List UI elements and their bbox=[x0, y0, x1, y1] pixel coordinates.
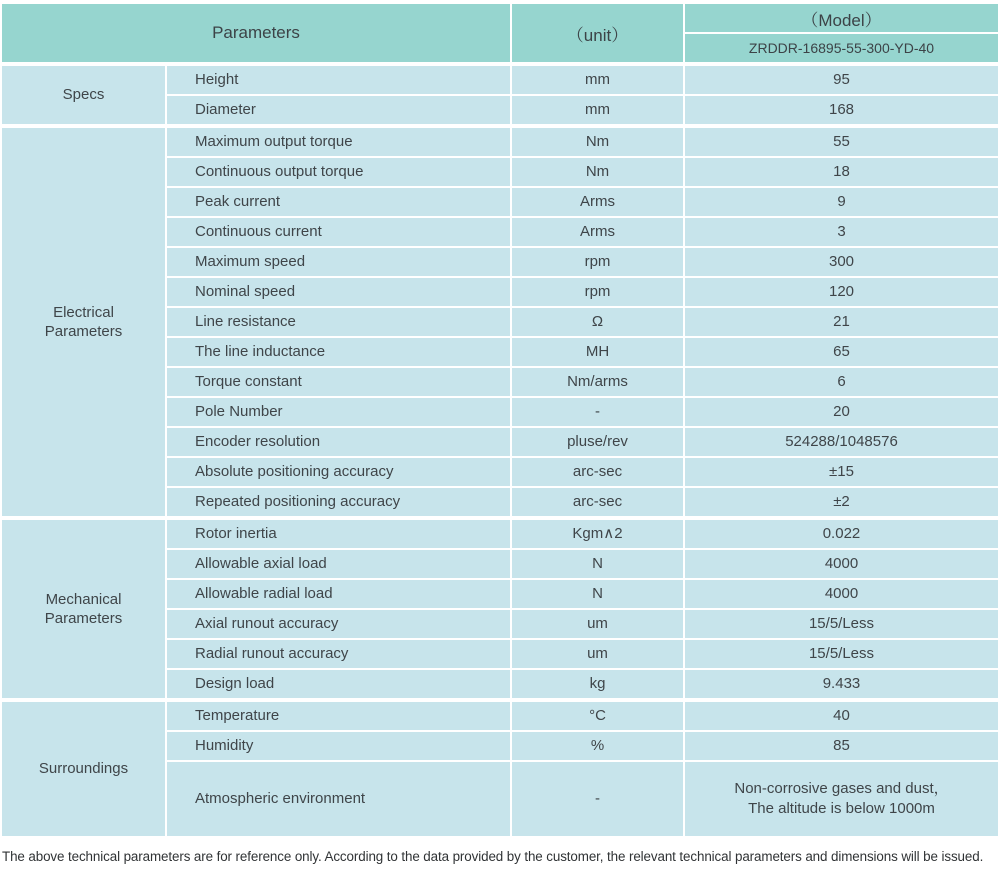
value-cell: 18 bbox=[685, 158, 998, 186]
unit-cell: N bbox=[512, 550, 683, 578]
table-row bbox=[167, 158, 998, 186]
value-cell: 524288/1048576 bbox=[685, 428, 998, 456]
unit-cell: - bbox=[512, 762, 683, 836]
header-model-cell bbox=[685, 4, 998, 32]
param-name-cell: Encoder resolution bbox=[167, 428, 510, 456]
param-name-cell: Continuous current bbox=[167, 218, 510, 246]
value-cell: 168 bbox=[685, 96, 998, 124]
unit-cell: N bbox=[512, 580, 683, 608]
param-name-cell: Allowable radial load bbox=[167, 580, 510, 608]
unit-cell: pluse/rev bbox=[512, 428, 683, 456]
table-row bbox=[167, 610, 998, 638]
header-unit-label: （unit） bbox=[566, 25, 629, 45]
unit-cell: Kgm∧2 bbox=[512, 520, 683, 548]
value-cell: 21 bbox=[685, 308, 998, 336]
table-row bbox=[167, 762, 998, 836]
table-row bbox=[167, 428, 998, 456]
table-row bbox=[167, 458, 998, 486]
param-name-cell: Height bbox=[167, 66, 510, 94]
unit-cell: - bbox=[512, 398, 683, 426]
table-row bbox=[167, 368, 998, 396]
unit-cell: um bbox=[512, 640, 683, 668]
value-cell: 9.433 bbox=[685, 670, 998, 698]
param-name-cell: Nominal speed bbox=[167, 278, 510, 306]
unit-cell: Nm bbox=[512, 128, 683, 156]
header-model-value-cell bbox=[685, 34, 998, 62]
param-name-cell: Line resistance bbox=[167, 308, 510, 336]
value-cell: 40 bbox=[685, 702, 998, 730]
param-name-cell: Allowable axial load bbox=[167, 550, 510, 578]
unit-cell: °C bbox=[512, 702, 683, 730]
section-label: Surroundings bbox=[2, 702, 165, 836]
table-row bbox=[167, 308, 998, 336]
table-row bbox=[167, 248, 998, 276]
param-name-cell: Diameter bbox=[167, 96, 510, 124]
param-name-cell: Absolute positioning accuracy bbox=[167, 458, 510, 486]
param-name-cell: Rotor inertia bbox=[167, 520, 510, 548]
value-cell: ±15 bbox=[685, 458, 998, 486]
footer-note: The above technical parameters are for reference only. According to the data provided by the customer, the relevant technical parameters and dimensions will be issued. bbox=[2, 849, 984, 864]
unit-cell: rpm bbox=[512, 278, 683, 306]
section-specs bbox=[2, 66, 998, 124]
unit-cell: kg bbox=[512, 670, 683, 698]
value-cell: 95 bbox=[685, 66, 998, 94]
param-name-cell: Pole Number bbox=[167, 398, 510, 426]
value-cell bbox=[685, 762, 998, 836]
table-header bbox=[2, 4, 998, 62]
value-cell: 9 bbox=[685, 188, 998, 216]
table-row bbox=[167, 66, 998, 94]
table-row bbox=[167, 188, 998, 216]
table-row bbox=[167, 218, 998, 246]
unit-cell: mm bbox=[512, 96, 683, 124]
value-cell: 4000 bbox=[685, 550, 998, 578]
unit-cell: Nm/arms bbox=[512, 368, 683, 396]
value-cell: 3 bbox=[685, 218, 998, 246]
header-parameters-cell bbox=[2, 4, 510, 62]
section-rows bbox=[167, 66, 998, 124]
table-row bbox=[167, 96, 998, 124]
unit-cell: % bbox=[512, 732, 683, 760]
unit-cell: Arms bbox=[512, 218, 683, 246]
table-row bbox=[167, 398, 998, 426]
param-name-cell: Temperature bbox=[167, 702, 510, 730]
value-cell: 85 bbox=[685, 732, 998, 760]
unit-cell: um bbox=[512, 610, 683, 638]
param-name-cell: Atmospheric environment bbox=[167, 762, 510, 836]
section-surroundings bbox=[2, 702, 998, 836]
section-label: Electrical Parameters bbox=[2, 128, 165, 516]
param-name-cell: Humidity bbox=[167, 732, 510, 760]
table-row bbox=[167, 278, 998, 306]
param-name-cell: Design load bbox=[167, 670, 510, 698]
value-cell: 55 bbox=[685, 128, 998, 156]
section-label: Specs bbox=[2, 66, 165, 124]
table-row bbox=[167, 702, 998, 730]
value-cell: 20 bbox=[685, 398, 998, 426]
value-cell: ±2 bbox=[685, 488, 998, 516]
header-model-label: （Model） bbox=[801, 10, 882, 30]
table-row bbox=[167, 550, 998, 578]
table-row bbox=[167, 670, 998, 698]
unit-cell: MH bbox=[512, 338, 683, 366]
section-rows bbox=[167, 520, 998, 698]
value-cell: 300 bbox=[685, 248, 998, 276]
table-row bbox=[167, 732, 998, 760]
table-row bbox=[167, 580, 998, 608]
table-row bbox=[167, 128, 998, 156]
param-name-cell: Torque constant bbox=[167, 368, 510, 396]
section-electrical-parameters bbox=[2, 128, 998, 516]
value-cell: 120 bbox=[685, 278, 998, 306]
section-rows bbox=[167, 702, 998, 836]
model-value: ZRDDR-16895-55-300-YD-40 bbox=[748, 40, 935, 56]
value-cell: 0.022 bbox=[685, 520, 998, 548]
param-name-cell: The line inductance bbox=[167, 338, 510, 366]
table-row bbox=[167, 338, 998, 366]
param-name-cell: Continuous output torque bbox=[167, 158, 510, 186]
table-row bbox=[167, 640, 998, 668]
section-label: Mechanical Parameters bbox=[2, 520, 165, 698]
unit-cell: arc-sec bbox=[512, 488, 683, 516]
value-cell: 15/5/Less bbox=[685, 640, 998, 668]
value-line: The altitude is below 1000m bbox=[748, 800, 935, 817]
header-parameters-label: Parameters bbox=[212, 23, 300, 42]
value-line: Non-corrosive gases and dust， bbox=[734, 779, 949, 797]
param-name-cell: Maximum output torque bbox=[167, 128, 510, 156]
param-name-cell: Maximum speed bbox=[167, 248, 510, 276]
table-row bbox=[167, 520, 998, 548]
section-mechanical-parameters bbox=[2, 520, 998, 698]
param-name-cell: Axial runout accuracy bbox=[167, 610, 510, 638]
table-row bbox=[167, 488, 998, 516]
unit-cell: Ω bbox=[512, 308, 683, 336]
unit-cell: Nm bbox=[512, 158, 683, 186]
table-body bbox=[2, 66, 998, 836]
value-cell: 65 bbox=[685, 338, 998, 366]
value-cell: 15/5/Less bbox=[685, 610, 998, 638]
unit-cell: arc-sec bbox=[512, 458, 683, 486]
unit-cell: rpm bbox=[512, 248, 683, 276]
value-cell: 4000 bbox=[685, 580, 998, 608]
section-rows bbox=[167, 128, 998, 516]
unit-cell: Arms bbox=[512, 188, 683, 216]
param-name-cell: Peak current bbox=[167, 188, 510, 216]
param-name-cell: Radial runout accuracy bbox=[167, 640, 510, 668]
value-cell: 6 bbox=[685, 368, 998, 396]
header-model-group bbox=[685, 4, 998, 62]
param-name-cell: Repeated positioning accuracy bbox=[167, 488, 510, 516]
unit-cell: mm bbox=[512, 66, 683, 94]
header-unit-cell bbox=[512, 4, 683, 62]
